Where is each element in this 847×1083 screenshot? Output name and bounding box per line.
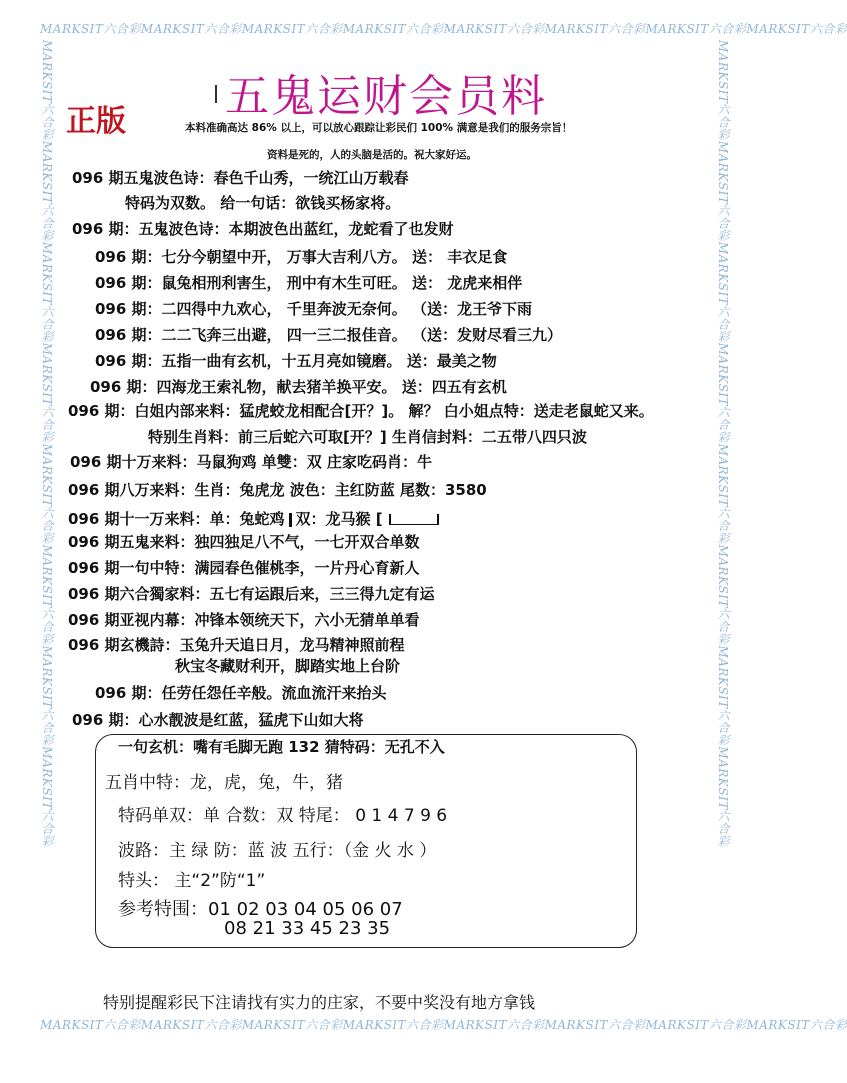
box-five-zodiac: 五肖中特：龙，虎，兔，牛，猪 bbox=[105, 773, 343, 793]
line-baijie: 096 期：白姐内部来料：猛虎蛟龙相配合[开？]。 解？ 白小姐点特：送走老鼠蛇又来。 bbox=[68, 402, 654, 420]
line-wugui-source: 096 期五鬼来料：独四独足八不气，一七开双合单数 bbox=[68, 533, 420, 551]
separator-bar bbox=[289, 513, 292, 527]
line-atv-inside: 096 期亚视内幕：冲锋本领统天下，六小无猜单单看 bbox=[68, 611, 420, 629]
line-100k: 096 期十万来料：马鼠狗鸡 单雙：双 庄家吃码肖：牛 bbox=[70, 453, 432, 471]
slogan-luck: 资料是死的，人的头脑是活的。祝大家好运。 bbox=[267, 149, 477, 161]
line-special-even: 特码为双数。 给一句话：欲钱买杨家将。 bbox=[125, 194, 401, 212]
box-head: 特头： 主“2”防“1” bbox=[118, 871, 266, 891]
line-seven-points: 096 期：七分今朝望中开， 万事大吉利八方。 送： 丰衣足食 bbox=[95, 248, 508, 266]
line-mystery-poem-2: 秋宝冬藏财利开，脚踏实地上台阶 bbox=[175, 657, 401, 675]
box-range-2: 08 21 33 45 23 35 bbox=[224, 918, 391, 939]
watermark-left: MARKSIT六合彩MARKSIT六合彩MARKSIT六合彩MARKSIT六合彩MARKSIT六合彩MARKSIT六合彩MARKSIT六合彩MARKSIT六合彩 bbox=[40, 40, 54, 848]
line-wave-poem: 096 期：五鬼波色诗：本期波色出蓝红，龙蛇看了也发财 bbox=[72, 220, 454, 238]
line-hard-work: 096 期：任劳任怨任辛般。流血流汗来抬头 bbox=[95, 684, 387, 702]
line-mystery-poem: 096 期玄機詩：玉兔升天追日月，龙马精神照前程 bbox=[68, 636, 405, 654]
watermark-bottom: MARKSIT六合彩MARKSIT六合彩MARKSIT六合彩MARKSIT六合彩MARKSIT六合彩MARKSIT六合彩MARKSIT六合彩MARKSIT六合彩 bbox=[40, 1018, 847, 1032]
line-two-two: 096 期：二二飞奔三出避， 四一三二报佳音。 （送：发财尽看三九） bbox=[95, 326, 562, 344]
box-riddle: 一句玄机：嘴有毛脚无跑 132 猜特码：无孔不入 bbox=[118, 738, 445, 756]
line-110k bbox=[68, 508, 439, 529]
page-title: 五鬼运财会员料 bbox=[225, 71, 547, 122]
line-heart-wave: 096 期：心水靓波是红蓝，猛虎下山如大将 bbox=[72, 711, 364, 729]
line-rat-rabbit: 096 期：鼠兔相刑利害生， 刑中有木生可旺。 送： 龙虎来相伴 bbox=[95, 274, 523, 292]
watermark-top: MARKSIT六合彩MARKSIT六合彩MARKSIT六合彩MARKSIT六合彩MARKSIT六合彩MARKSIT六合彩MARKSIT六合彩MARKSIT六合彩 bbox=[40, 22, 847, 36]
authentic-badge: 正版 bbox=[66, 104, 126, 139]
footer-reminder: 特别提醒彩民下注请找有实力的庄家，不要中奖没有地方拿钱 bbox=[103, 993, 536, 1012]
box-odd-even: 特码单双：单 合数：双 特尾： 0 1 4 7 9 6 bbox=[118, 806, 448, 826]
line-five-fingers: 096 期：五指一曲有玄机，十五月亮如镜磨。 送：最美之物 bbox=[95, 352, 497, 370]
title-divider bbox=[215, 85, 217, 103]
line-110k-double: 双：龙马猴 [ bbox=[295, 510, 383, 528]
line-one-sentence: 096 期一句中特：满园春色催桃李，一片丹心育新人 bbox=[68, 559, 420, 577]
line-wugui-poem: 096 期五鬼波色诗：春色千山秀，一统江山万载春 bbox=[72, 169, 409, 187]
line-exclusive: 096 期六合獨家料：五七有运跟后来，三三得九定有运 bbox=[68, 585, 435, 603]
line-two-four: 096 期：二四得中九欢心， 千里奔波无奈何。 （送：龙王爷下雨 bbox=[95, 300, 532, 318]
bracket-box bbox=[389, 514, 439, 525]
line-110k-single: 096 期十一万来料：单：兔蛇鸡 bbox=[68, 510, 285, 528]
line-dragon-king: 096 期：四海龙王索礼物，献去猪羊换平安。 送：四五有玄机 bbox=[90, 378, 507, 396]
box-range-1: 参考特围：01 02 03 04 05 06 07 bbox=[118, 899, 403, 920]
box-wave-element: 波路：主 绿 防：蓝 波 五行：（金 火 水 ） bbox=[118, 841, 437, 861]
slogan-accuracy: 本料准确高达 86% 以上，可以放心跟踪让彩民们 100% 满意是我们的服务宗旨！ bbox=[185, 122, 573, 134]
line-zodiac-special: 特别生肖料：前三后蛇六可取[开？] 生肖信封料：二五带八四只波 bbox=[148, 428, 587, 446]
line-80k: 096 期八万来料：生肖：兔虎龙 波色：主红防蓝 尾数：3580 bbox=[68, 481, 487, 499]
watermark-right: MARKSIT六合彩MARKSIT六合彩MARKSIT六合彩MARKSIT六合彩MARKSIT六合彩MARKSIT六合彩MARKSIT六合彩MARKSIT六合彩 bbox=[716, 40, 730, 848]
